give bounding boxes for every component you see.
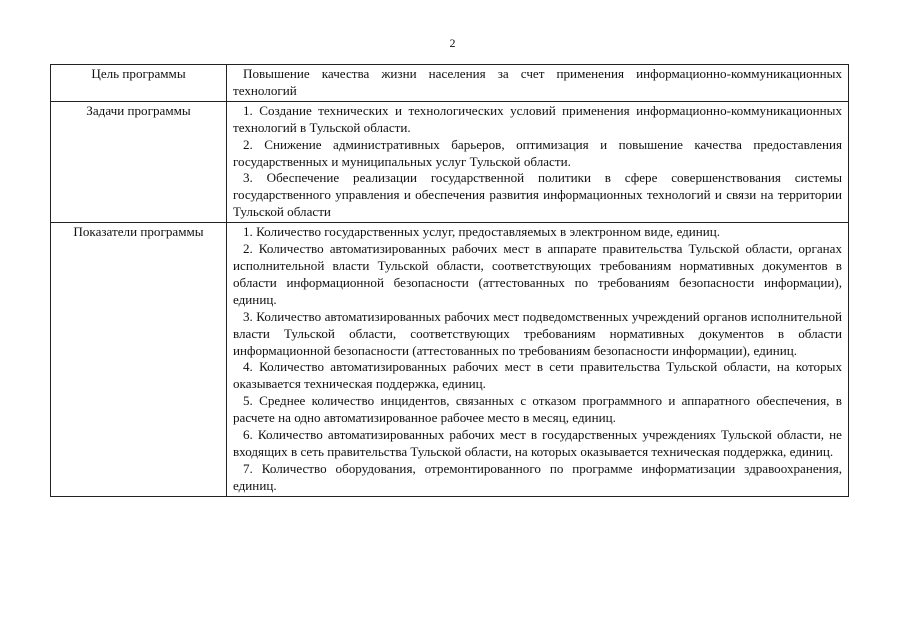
task-item-2: 2. Снижение административных барьеров, оптимизация и повышение качества предоставления государственных и муниципальных услуг Тульской области.: [233, 136, 842, 169]
program-passport-table: [50, 64, 849, 497]
goal-content: [227, 65, 849, 102]
indicators-content: [227, 223, 849, 497]
indicator-item-2: 2. Количество автоматизированных рабочих мест в аппарате правительства Тульской области, органах исполнительной власти Тульской области, соответствующих требованиям нормативных документов в области информационной безопасности (аттестованных по требованиям безопасности информации), единиц.: [233, 241, 842, 307]
goal-text: Повышение качества жизни населения за счет применения информационно-коммуникационных технологий: [233, 66, 842, 98]
indicator-item-3: 3. Количество автоматизированных рабочих мест подведомственных учреждений органов исполнительной власти Тульской области, соответствующих требованиям нормативных документов в области информационной безопасности (аттестованных по требованиям безопасности информации), единиц.: [233, 308, 842, 358]
indicator-item-7: 7. Количество оборудования, отремонтированного по программе информатизации здравоохранения, единиц.: [233, 460, 842, 493]
tasks-content: [227, 101, 849, 222]
indicator-item-5: 5. Среднее количество инцидентов, связанных с отказом программного и аппаратного обеспечения, в расчете на одно автоматизированное рабочее место в месяц, единиц.: [233, 393, 842, 426]
indicator-item-6: 6. Количество автоматизированных рабочих мест в государственных учреждениях Тульской области, не входящих в сеть правительства Тульской области, на которых оказывается техническая поддержка, единиц.: [233, 427, 842, 459]
table-row-tasks: [51, 101, 849, 222]
indicators-label: Показатели программы: [51, 223, 227, 497]
goal-label: Цель программы: [51, 65, 227, 102]
page-number: 2: [449, 36, 456, 50]
table-row-indicators: [51, 223, 849, 497]
task-item-3: 3. Обеспечение реализации государственной политики в сфере совершенствования системы государственного управления и обеспечения развития информационных технологий и связи на территории Тульской области: [233, 170, 842, 220]
indicator-item-4: 4. Количество автоматизированных рабочих мест в сети правительства Тульской области, на которых оказывается техническая поддержка, единиц.: [233, 359, 842, 392]
tasks-label: Задачи программы: [51, 101, 227, 222]
table-row-goal: [51, 65, 849, 102]
indicator-item-1: 1. Количество государственных услуг, предоставляемых в электронном виде, единиц.: [243, 224, 721, 240]
task-item-1: 1. Создание технических и технологических условий применения информационно-коммуникационных технологий в Тульской области.: [233, 102, 842, 135]
